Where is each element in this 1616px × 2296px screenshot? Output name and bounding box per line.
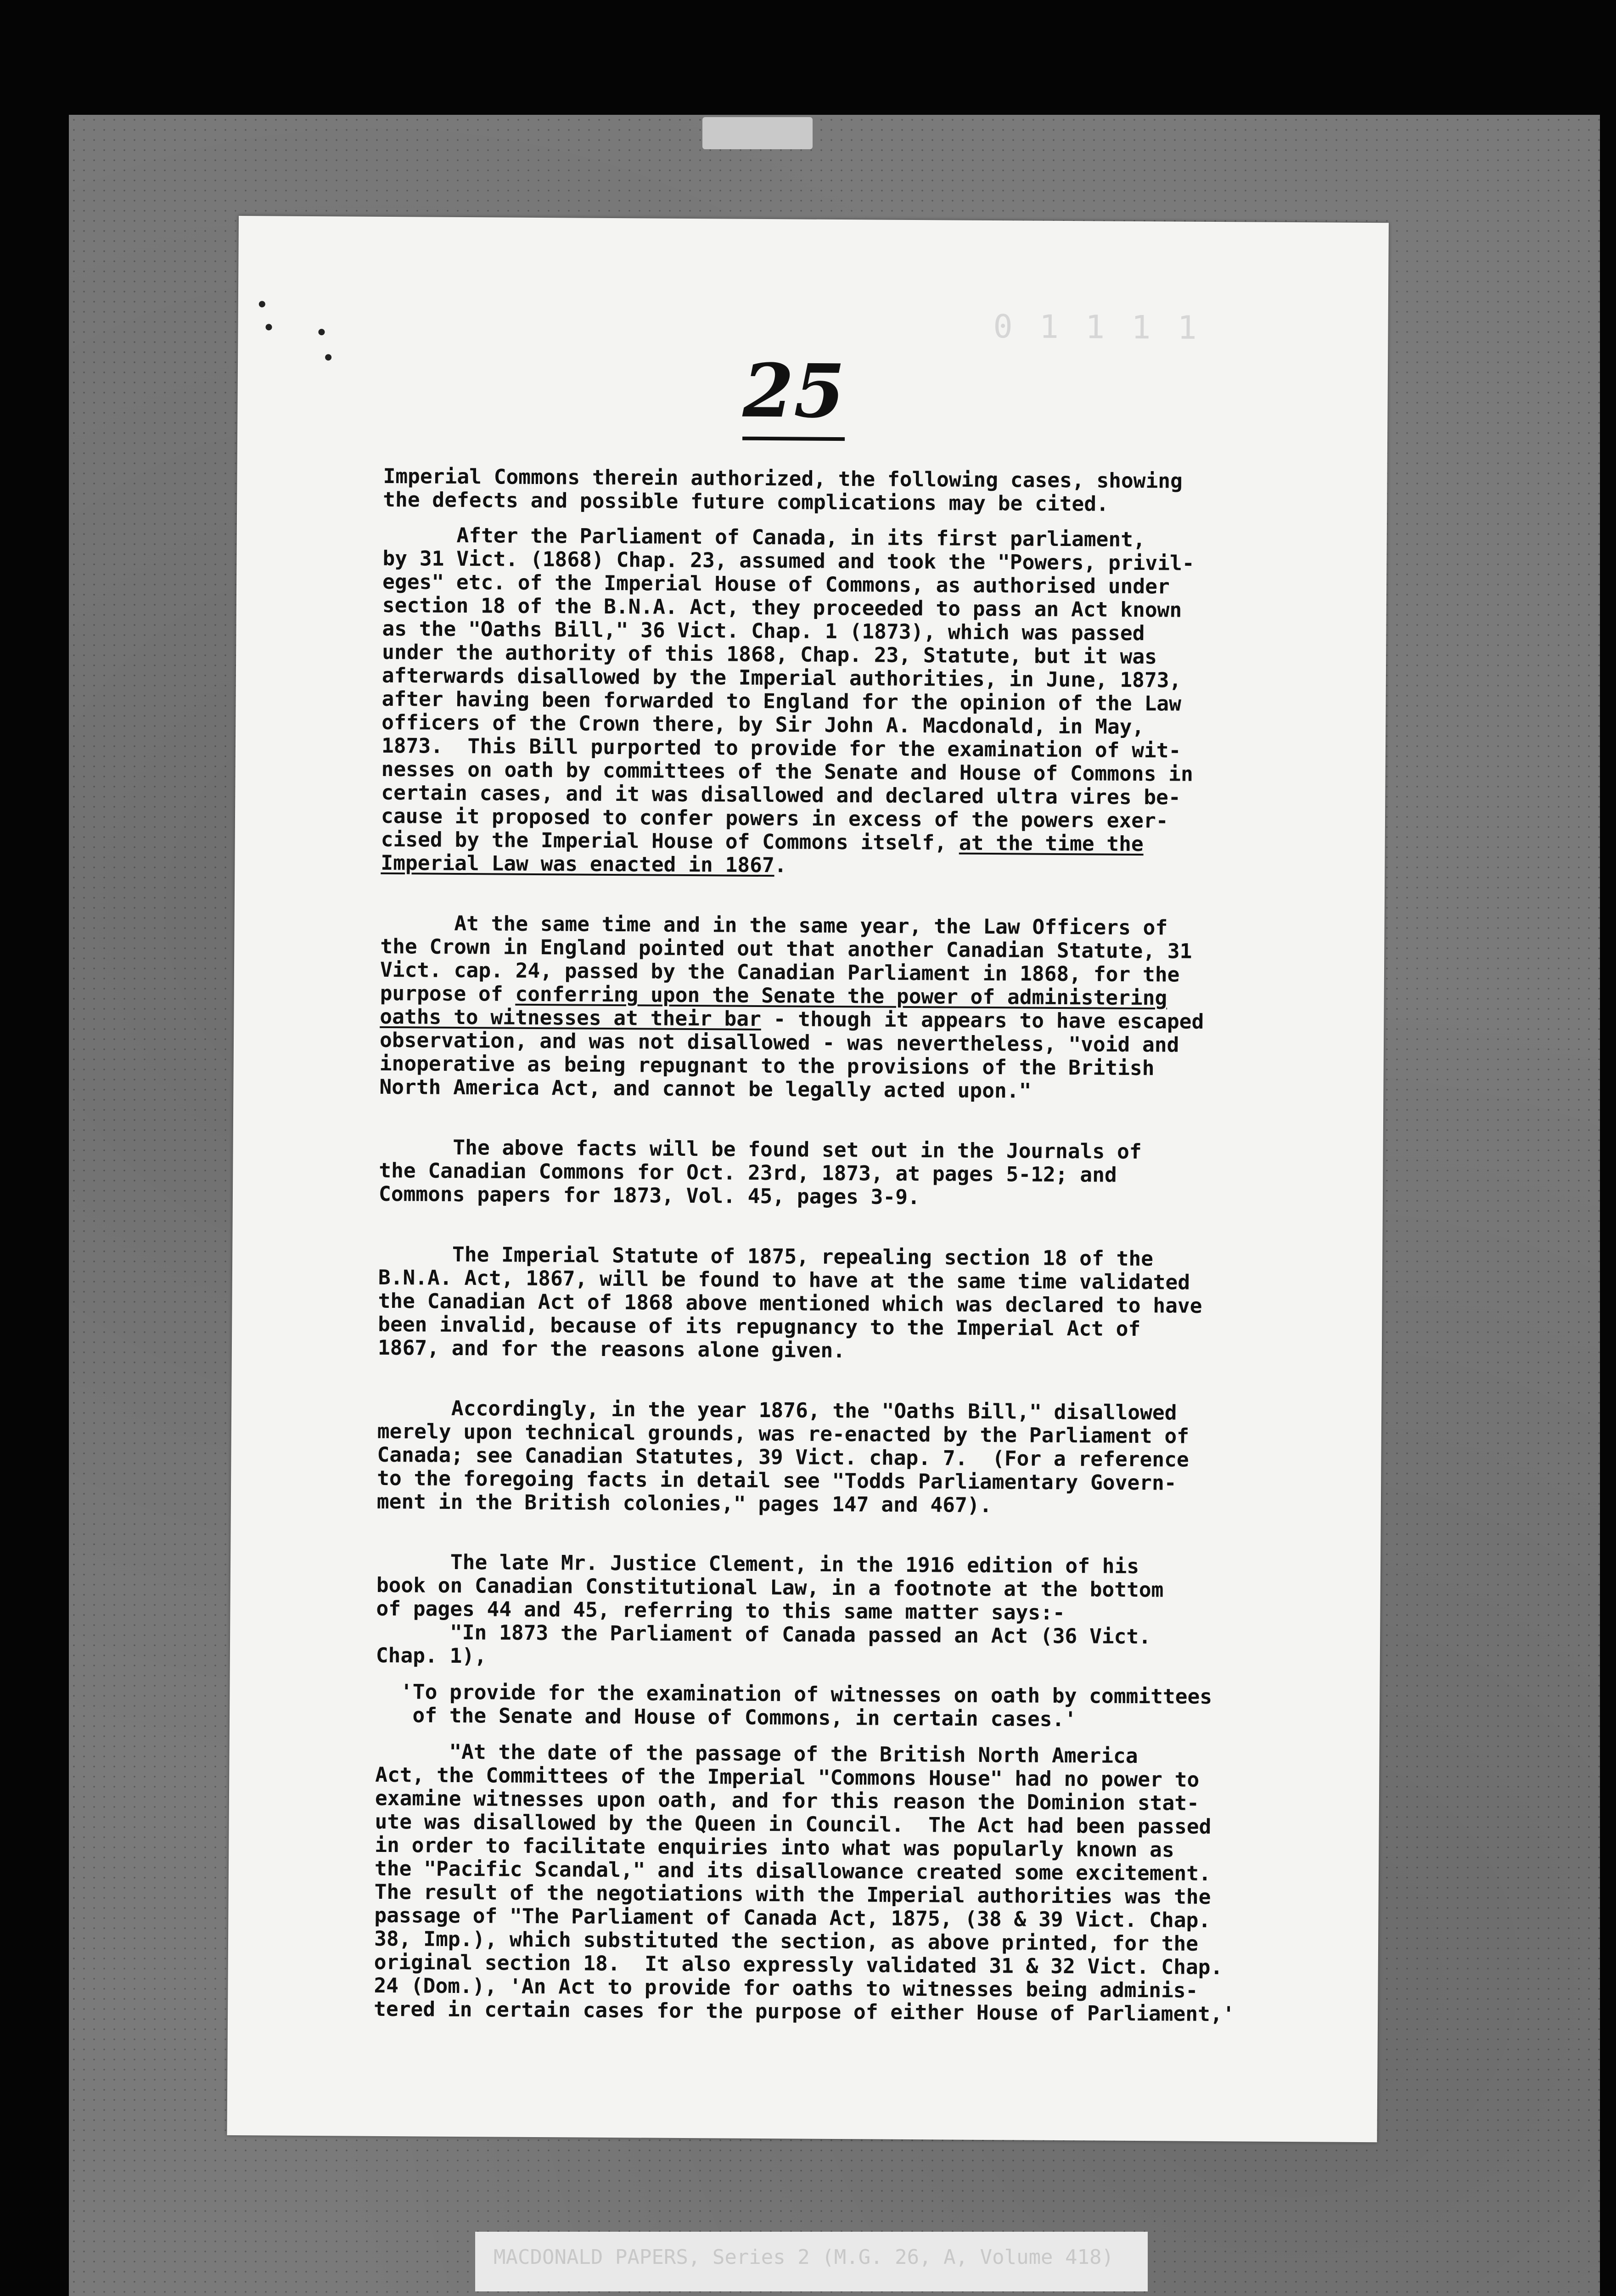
text-line: The Imperial Statute of 1875, repealing section 18 of the — [378, 1242, 1154, 1271]
underlined-phrase: oaths to witnesses at their bar — [380, 1005, 762, 1031]
text-line: section 18 of the B.N.A. Act, they proceeded to pass an Act known — [382, 593, 1182, 622]
text-line: "In 1873 the Parliament of Canada passed an Act (36 Vict. — [376, 1620, 1151, 1649]
text-line: examine witnesses upon oath, and for this reason the Dominion stat- — [375, 1786, 1200, 1815]
text-line: The above facts will be found set out in the Journals of — [379, 1135, 1142, 1164]
text-line: North America Act, and cannot be legally acted upon." — [379, 1075, 1032, 1103]
text-line: After the Parliament of Canada, in its first parliament, — [382, 523, 1145, 552]
text-line: the Canadian Commons for Oct. 23rd, 1873, at pages 5-12; and — [379, 1159, 1117, 1187]
text-line: merely upon technical grounds, was re-enacted by the Parliament of — [377, 1419, 1190, 1448]
ink-speck — [259, 301, 265, 307]
text-line: tered in certain cases for the purpose of either House of Parliament,' — [373, 1997, 1235, 2026]
text-line: the "Pacific Scandal," and its disallowance created some excitement. — [374, 1857, 1211, 1886]
text-line: of the Senate and House of Commons, in certain cases.' — [375, 1703, 1077, 1732]
paragraph — [379, 1136, 1297, 1211]
text-line: book on Canadian Constitutional Law, in a footnote at the bottom — [376, 1573, 1164, 1602]
text-line: original section 18. It also expressly validated 31 & 32 Vict. Chap. — [374, 1950, 1223, 1980]
paragraph-gap — [376, 1514, 1295, 1556]
text-line: eges" etc. of the Imperial House of Commons, as authorised under — [382, 570, 1170, 599]
ink-speck — [265, 324, 272, 330]
text-line: Canada; see Canadian Statutes, 39 Vict. chap. 7. (For a reference — [377, 1443, 1189, 1472]
text-line: oaths to witnesses at their bar - though it appears to have escaped — [380, 1005, 1204, 1034]
text-line: 1873. This Bill purported to provide for the examination of wit- — [381, 734, 1181, 763]
text-line: cised by the Imperial House of Commons itself, at the time the — [381, 827, 1144, 856]
text-line: Vict. cap. 24, passed by the Canadian Parliament in 1868, for the — [380, 958, 1180, 987]
text-line: Act, the Committees of the Imperial "Commons House" had no power to — [375, 1763, 1200, 1792]
text-line: ment in the British colonies," pages 147 and 467). — [376, 1490, 992, 1518]
text-line: 1867, and for the reasons alone given. — [377, 1336, 846, 1363]
text-line: 'To provide for the examination of witnesses on oath by committees — [376, 1680, 1212, 1709]
text-line: Chap. 1), — [376, 1643, 487, 1668]
text-line: 24 (Dom.), 'An Act to provide for oaths to witnesses being adminis- — [374, 1974, 1198, 2003]
paragraph-gap — [379, 1099, 1297, 1141]
paragraph — [377, 1396, 1296, 1519]
reference-slip — [475, 2232, 1148, 2291]
text-line: of pages 44 and 45, referring to this same matter says:- — [376, 1597, 1065, 1625]
underlined-phrase: conferring upon the Senate the power of administering — [515, 982, 1167, 1010]
paragraph — [383, 465, 1302, 517]
text-line: cause it proposed to confer powers in excess of the powers exer- — [381, 804, 1168, 833]
text-line: officers of the Crown there, by Sir John A. Macdonald, in May, — [382, 710, 1145, 739]
text-line: purpose of conferring upon the Senate the power of administering — [380, 981, 1167, 1010]
text-line: The late Mr. Justice Clement, in the 1916 edition of his — [376, 1550, 1139, 1579]
text-line: certain cases, and it was disallowed and declared ultra vires be- — [381, 781, 1181, 810]
paragraph — [374, 1740, 1294, 2026]
page-clip — [702, 117, 813, 149]
text-line: the Crown in England pointed out that another Canadian Statute, 31 — [380, 934, 1192, 963]
paragraph — [376, 1550, 1295, 1673]
paragraph-gap — [377, 1360, 1296, 1402]
faint-stamp: 0 1 1 1 1 — [993, 308, 1201, 347]
text-line: ute was disallowed by the Queen in Council. The Act had been passed — [375, 1810, 1212, 1839]
text-line: as the "Oaths Bill," 36 Vict. Chap. 1 (1873), which was passed — [382, 617, 1145, 646]
paragraph-gap — [378, 1206, 1296, 1248]
text-line: observation, and was not disallowed - was nevertheless, "void and — [379, 1028, 1179, 1057]
text-line: inoperative as being repugnant to the provisions of the British — [379, 1052, 1155, 1080]
text-line: At the same time and in the same year, the Law Officers of — [380, 911, 1168, 940]
text-line: Commons papers for 1873, Vol. 45, pages 3-9. — [378, 1182, 920, 1210]
text-line: Accordingly, in the year 1876, the "Oaths Bill," disallowed — [377, 1396, 1177, 1425]
page-number: 25 — [742, 348, 845, 441]
paragraph-gap — [381, 875, 1299, 917]
typed-text-body — [374, 465, 1302, 2026]
paragraph — [376, 1680, 1294, 1733]
paragraph — [381, 523, 1301, 880]
underlined-phrase: at the time the — [959, 831, 1144, 856]
text-line: by 31 Vict. (1868) Chap. 23, assumed and took the "Powers, privil- — [382, 546, 1195, 575]
text-line: passage of "The Parliament of Canada Act, 1875, (38 & 39 Vict. Chap. — [374, 1903, 1211, 1933]
text-line: in order to facilitate enquiries into what was popularly known as — [375, 1833, 1174, 1862]
underlined-phrase: Imperial Law was enacted in 1867 — [381, 851, 774, 878]
text-line: Imperial Law was enacted in 1867. — [381, 851, 787, 878]
reference-slip-text: MACDONALD PAPERS, Series 2 (M.G. 26, A, Volume 418) — [494, 2245, 1114, 2269]
text-line: 38, Imp.), which substituted the section, as above printed, for the — [374, 1927, 1199, 1956]
ink-speck — [318, 329, 325, 335]
text-line: nesses on oath by committees of the Senate and House of Commons in — [381, 757, 1193, 786]
ink-speck — [325, 354, 331, 360]
text-line: the Canadian Act of 1868 above mentioned which was declared to have — [378, 1289, 1202, 1318]
text-line: afterwards disallowed by the Imperial authorities, in June, 1873, — [382, 664, 1182, 692]
text-line: to the foregoing facts in detail see "Todds Parliamentary Govern- — [377, 1466, 1177, 1495]
document-page — [227, 216, 1388, 2142]
text-line: under the authority of this 1868, Chap. 23, Statute, but it was — [382, 640, 1157, 669]
text-line: been invalid, because of its repugnancy to the Imperial Act of — [378, 1312, 1141, 1341]
text-line: after having been forwarded to England for the opinion of the Law — [382, 687, 1182, 716]
paragraph — [379, 912, 1298, 1104]
text-line: The result of the negotiations with the Imperial authorities was the — [374, 1880, 1211, 1909]
text-line: Imperial Commons therein authorized, the following cases, showing — [383, 464, 1183, 493]
paragraph — [378, 1243, 1297, 1365]
text-line: "At the date of the passage of the British North America — [375, 1739, 1138, 1768]
text-line: the defects and possible future complications may be cited. — [383, 488, 1109, 516]
text-line: B.N.A. Act, 1867, will be found to have at the same time validated — [378, 1266, 1190, 1294]
